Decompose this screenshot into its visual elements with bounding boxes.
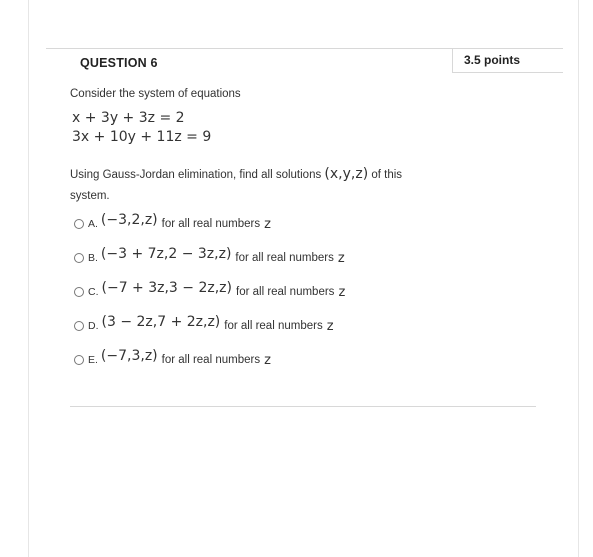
option-text: for all real numbers [224,320,323,332]
option-letter: D. [88,320,99,332]
option-b[interactable] [74,248,345,268]
option-letter: B. [88,252,98,264]
radio-button[interactable] [74,253,84,263]
option-a[interactable] [74,214,271,234]
question-intro: Consider the system of equations [70,88,241,100]
option-math: (−3,2,z) [100,212,158,228]
option-variable: z [337,250,345,266]
option-math: (−7,3,z) [100,348,158,364]
points-label: 3.5 points [464,53,521,67]
prompt-text: Using Gauss-Jordan elimination, find all solutions [70,169,322,181]
option-text: for all real numbers [235,252,334,264]
equation-2: 3x + 10y + 11z = 9 [72,129,212,145]
radio-button[interactable] [74,287,84,297]
equation-1: x + 3y + 3z = 2 [72,110,185,126]
option-text: for all real numbers [161,218,261,230]
option-math: (3 − 2z,7 + 2z,z) [101,314,221,330]
question-title: QUESTION 6 [80,56,158,70]
option-variable: z [326,318,334,334]
option-text: for all real numbers [236,286,335,298]
radio-button[interactable] [74,219,84,229]
right-border [578,0,579,557]
prompt-math: (x,y,z) [324,166,369,182]
option-letter: A. [88,218,98,230]
option-variable: z [264,216,271,232]
question-prompt [70,166,402,182]
option-math: (−3 + 7z,2 − 3z,z) [100,246,232,262]
footer-divider [70,406,536,407]
option-variable: z [264,352,271,368]
prompt-line-2: system. [70,190,110,202]
left-border [28,0,29,557]
option-text: for all real numbers [161,354,261,366]
points-box [452,48,563,73]
option-e[interactable] [74,350,271,370]
option-letter: C. [88,286,99,298]
option-d[interactable] [74,316,334,336]
prompt-text-after: of this [371,169,403,181]
radio-button[interactable] [74,355,84,365]
option-variable: z [338,284,346,300]
radio-button[interactable] [74,321,84,331]
option-math: (−7 + 3z,3 − 2z,z) [101,280,232,296]
option-c[interactable] [74,282,345,302]
option-letter: E. [88,354,98,366]
